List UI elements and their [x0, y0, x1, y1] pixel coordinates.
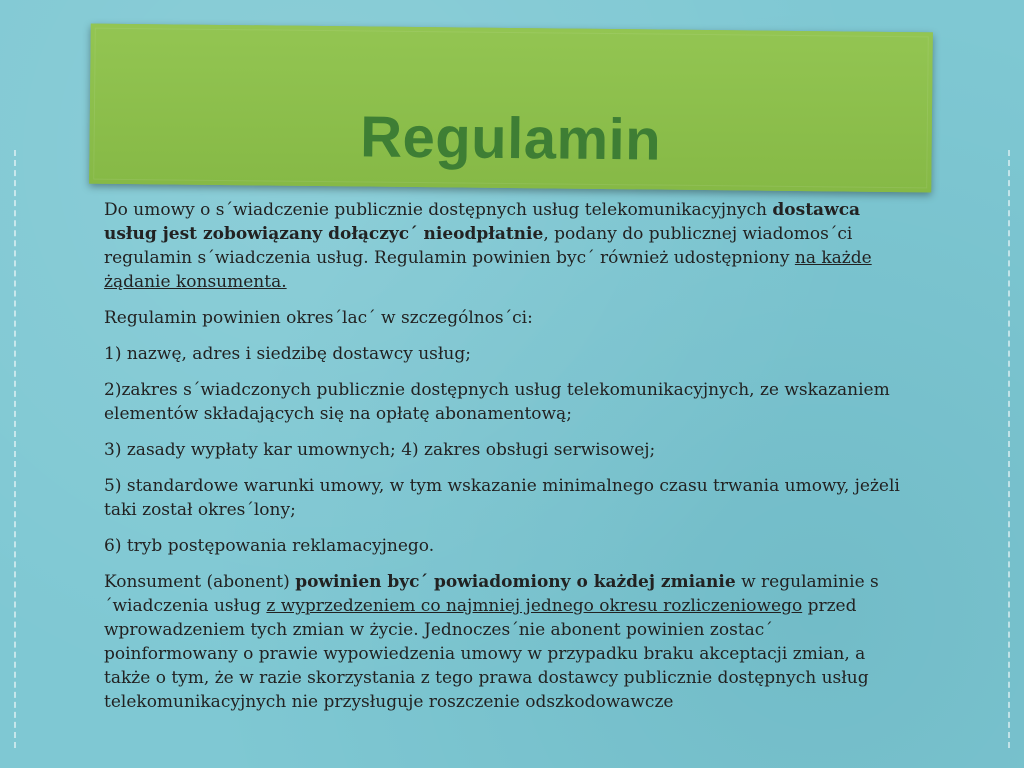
- intro-underlined: na każde żądanie konsumenta.: [104, 248, 872, 292]
- slide-body: [104, 198, 904, 726]
- paragraph-scope: Regulamin powinien okres´lac´ w szczególnos´ci:: [104, 308, 533, 328]
- list-item-6: 6) tryb postępowania reklamacyjnego.: [104, 536, 435, 556]
- consumer-text-3: przed wprowadzeniem tych zmian w życie. Jednoczes´nie abonent powinien zostac´ poinformowany o prawie wypowiedzenia umowy w przypadku braku akceptacji zmian, a także o tym, że w razie skorzystania z tego prawa dostawcy publicznie dostępnych usług telekomunikacyjnych nie przysługuje roszczenie odszkodowawcze: [104, 596, 869, 712]
- intro-bold: dostawca usług jest zobowiązany dołączyc´ nieodpłatnie: [104, 200, 861, 244]
- slide-title: Regulamin: [359, 104, 662, 173]
- paragraph-intro: [104, 198, 904, 294]
- consumer-text-1: Konsument (abonent): [104, 572, 296, 592]
- list-item-5: 5) standardowe warunki umowy, w tym wskazanie minimalnego czasu trwania umowy, jeżeli taki został okres´lony;: [104, 476, 900, 520]
- consumer-underlined: z wyprzedzeniem co najmniej jednego okresu rozliczeniowego: [266, 596, 803, 616]
- paragraph-consumer: [104, 570, 904, 714]
- consumer-bold: powinien byc´ powiadomiony o każdej zmianie: [295, 572, 736, 592]
- left-stitch-decoration: [14, 150, 16, 748]
- title-card: [89, 24, 933, 193]
- list-item-3-4: 3) zasady wypłaty kar umownych; 4) zakres obsługi serwisowej;: [104, 440, 656, 460]
- intro-text-1: Do umowy o s´wiadczenie publicznie dostępnych usług telekomunikacyjnych: [104, 200, 773, 220]
- list-item-1: 1) nazwę, adres i siedzibę dostawcy usług;: [104, 344, 471, 364]
- intro-text-2: , podany do publicznej wiadomos´ci regulamin s´wiadczenia usług. Regulamin powinien byc´ również udostępniony: [104, 224, 853, 268]
- right-stitch-decoration: [1008, 150, 1010, 748]
- list-item-2: 2)zakres s´wiadczonych publicznie dostępnych usług telekomunikacyjnych, ze wskazaniem elementów składających się na opłatę abonamentową;: [104, 380, 890, 424]
- consumer-text-2: w regulaminie s´wiadczenia usług: [104, 572, 879, 616]
